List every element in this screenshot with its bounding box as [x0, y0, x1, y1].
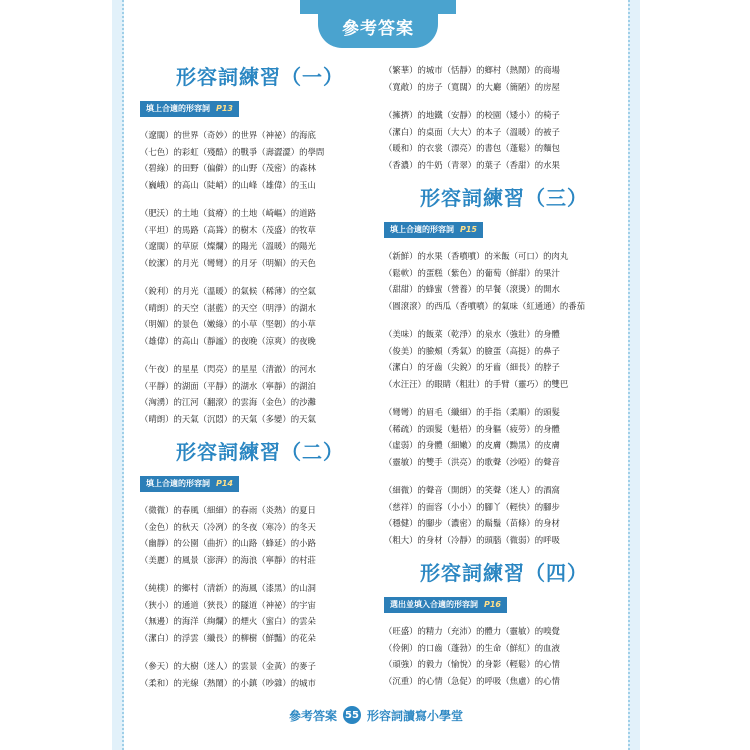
section-3-answers [384, 248, 624, 548]
answer-row: （暖和）的衣裳（漂亮）的書包（蓬鬆）的麵包 [384, 143, 560, 153]
answer-row: （潔白）的浮雲（纖長）的柳樹（鮮豔）的花朵 [140, 632, 316, 643]
footer-left-label: 參考答案 [288, 708, 337, 723]
answer-row: （碧綠）的田野（偏僻）的山野（茂密）的森林 [140, 163, 316, 173]
answer-row: （平坦）的馬路（高聳）的樹木（茂盛）的牧草 [140, 224, 316, 235]
answer-group [384, 107, 624, 173]
answer-group [384, 623, 624, 689]
instruction-label-1: 填上合適的形容詞 P13 [140, 101, 239, 117]
answer-row: （狹小）的通道（狹長）的隧道（神祕）的宇宙 [140, 599, 316, 610]
section-title-1: 形容詞練習（一） [176, 65, 344, 89]
answer-row: （平靜）的湖面（平靜）的湖水（寧靜）的湖泊 [140, 380, 316, 391]
answer-row: （微微）的春風（細細）的春雨（炎熱）的夏日 [140, 505, 316, 515]
answer-group [140, 502, 380, 568]
instruction-label-3: 填上合適的形容詞 P15 [384, 222, 483, 238]
answer-row: （皎潔）的月光（彎彎）的月牙（明媚）的天色 [140, 257, 316, 268]
right-frame-border [628, 0, 640, 750]
answer-row: （寬敞）的房子（寬闊）的大廳（簡陋）的房屋 [384, 81, 560, 92]
section-2-answers [140, 502, 380, 691]
answer-row: （水汪汪）的眼睛（粗壯）的手臂（靈巧）的雙巴 [384, 378, 569, 389]
right-column [384, 62, 624, 701]
answer-row: （巍峨）的高山（陡峭）的山峰（雄偉）的玉山 [140, 179, 316, 190]
answer-row: （頑強）的毅力（愉悅）的身影（輕鬆）的心情 [384, 659, 560, 669]
footer-right-label: 形容詞讀寫小學堂 [367, 708, 464, 723]
answer-row: （靈敏）的雙手（洪亮）的歌聲（沙啞）的聲音 [384, 456, 560, 467]
answer-row: （細微）的聲音（開朗）的笑聲（迷人）的酒窩 [384, 485, 560, 495]
answer-row: （美味）的飯菜（乾淨）的泉水（強壯）的身體 [384, 329, 560, 339]
answer-row: （金色）的秋天（冷冽）的冬夜（寒冷）的冬天 [140, 521, 316, 532]
answer-row: （明媚）的景色（嫩綠）的小草（堅韌）的小草 [140, 319, 316, 329]
answer-row: （遼闊）的草原（燦爛）的陽光（溫暖）的陽光 [140, 241, 316, 251]
answer-row: （柔和）的光線（熱鬧）的小鎮（吵雜）的城市 [140, 677, 316, 688]
footer [112, 700, 640, 730]
section-1-answers [140, 127, 380, 427]
answer-row: （慈祥）的面容（小小）的腳丫（輕快）的腳步 [384, 501, 560, 512]
answer-row: （穩健）的腳步（濃密）的鬍鬚（苗條）的身材 [384, 518, 560, 528]
answer-row: （肥沃）的土地（貧瘠）的土地（崎嶇）的道路 [140, 208, 316, 218]
left-column [140, 60, 380, 703]
answer-group [140, 361, 380, 427]
header-title: 參考答案 [342, 18, 414, 39]
header-banner [318, 4, 438, 48]
page-number: 55 [343, 706, 361, 724]
answer-group [384, 482, 624, 548]
answer-row: （鬆軟）的蛋糕（紫色）的葡萄（鮮甜）的果汁 [384, 267, 560, 278]
answer-group [140, 127, 380, 193]
answer-group [384, 62, 624, 95]
answer-row: （雄偉）的高山（靜謐）的夜晚（涼爽）的夜晚 [140, 335, 316, 346]
answer-row: （粗大）的身材（冷靜）的頭腦（微弱）的呼吸 [384, 534, 560, 545]
answer-row: （沉重）的心情（急促）的呼吸（焦慮）的心情 [384, 675, 560, 686]
answer-row: （圓滾滾）的西瓜（香噴噴）的氣味（紅通通）的番茄 [384, 300, 585, 311]
answer-row: （旺盛）的精力（充沛）的體力（靈敏）的嗅覺 [384, 626, 560, 636]
answer-row: （潔白）的桌面（大大）的本子（溫暖）的被子 [384, 126, 560, 137]
section-2-continued-answers [384, 62, 624, 173]
answer-row: （晴朗）的天空（湛藍）的天空（明淨）的湖水 [140, 302, 316, 313]
answer-row: （參天）的大樹（迷人）的雲景（金黃）的麥子 [140, 661, 316, 671]
answer-row: （七色）的彩虹（殘酷）的戰爭（壽澀澀）的學問 [140, 146, 325, 157]
answer-row: （俊美）的臉頰（秀氣）的臉蛋（高挺）的鼻子 [384, 345, 560, 356]
answer-row: （晴朗）的天氣（沉悶）的天氣（多變）的天氣 [140, 413, 316, 424]
answer-row: （遼闊）的世界（奇妙）的世界（神祕）的海底 [140, 130, 316, 140]
answer-group [140, 205, 380, 271]
answer-row: （洶湧）的江河（翻滾）的雲海（金色）的沙灘 [140, 397, 316, 407]
answer-row: （香濃）的牛奶（青翠）的葉子（香甜）的水果 [384, 159, 560, 170]
answer-group [140, 283, 380, 349]
section-title-3: 形容詞練習（三） [420, 186, 588, 210]
answer-row: （伶俐）的口齒（蓬勃）的生命（鮮紅）的血液 [384, 642, 560, 653]
answer-group [384, 326, 624, 392]
answer-row: （潔白）的牙齒（尖銳）的牙齒（細長）的脖子 [384, 362, 560, 372]
answer-row: （擁擠）的地鐵（安靜）的校園（矮小）的椅子 [384, 110, 560, 120]
answer-row: （無邊）的海洋（絢爛）的煙火（蜜白）的雲朵 [140, 616, 316, 626]
answer-row: （虛弱）的身體（細嫩）的皮膚（黝黑）的皮膚 [384, 440, 560, 450]
instruction-label-4: 選出並填入合適的形容詞 P16 [384, 597, 507, 613]
section-title-2: 形容詞練習（二） [176, 440, 344, 464]
answer-row: （純樸）的鄉村（清新）的海風（漆黑）的山洞 [140, 583, 316, 593]
answer-row: （美麗）的風景（澎湃）的海浪（寧靜）的村莊 [140, 554, 316, 565]
section-4-answers [384, 623, 624, 689]
instruction-label-2: 填上合適的形容詞 P14 [140, 476, 239, 492]
answer-row: （幽靜）的公園（曲折）的山路（蜂延）的小路 [140, 538, 316, 548]
answer-row: （午夜）的星星（閃亮）的星星（清澈）的河水 [140, 364, 316, 374]
answer-group [384, 248, 624, 314]
answer-group [384, 404, 624, 470]
section-title-4: 形容詞練習（四） [420, 561, 588, 585]
answer-row: （銳利）的月光（溫暖）的氣候（稀薄）的空氣 [140, 286, 316, 296]
answer-group [140, 580, 380, 646]
left-frame-border [112, 0, 124, 750]
answer-row: （繁華）的城市（恬靜）的鄉村（熱鬧）的商場 [384, 65, 560, 75]
answer-row: （稀疏）的頭髮（魁梧）的身軀（疲勞）的身體 [384, 423, 560, 434]
answer-row: （新鮮）的水果（香噴噴）的米飯（可口）的肉丸 [384, 251, 569, 261]
answer-row: （彎彎）的眉毛（纖細）的手指（柔順）的頭髮 [384, 407, 560, 417]
answer-row: （甜甜）的蜂蜜（營養）的早餐（滾燙）的開水 [384, 284, 560, 294]
answer-group [140, 658, 380, 691]
